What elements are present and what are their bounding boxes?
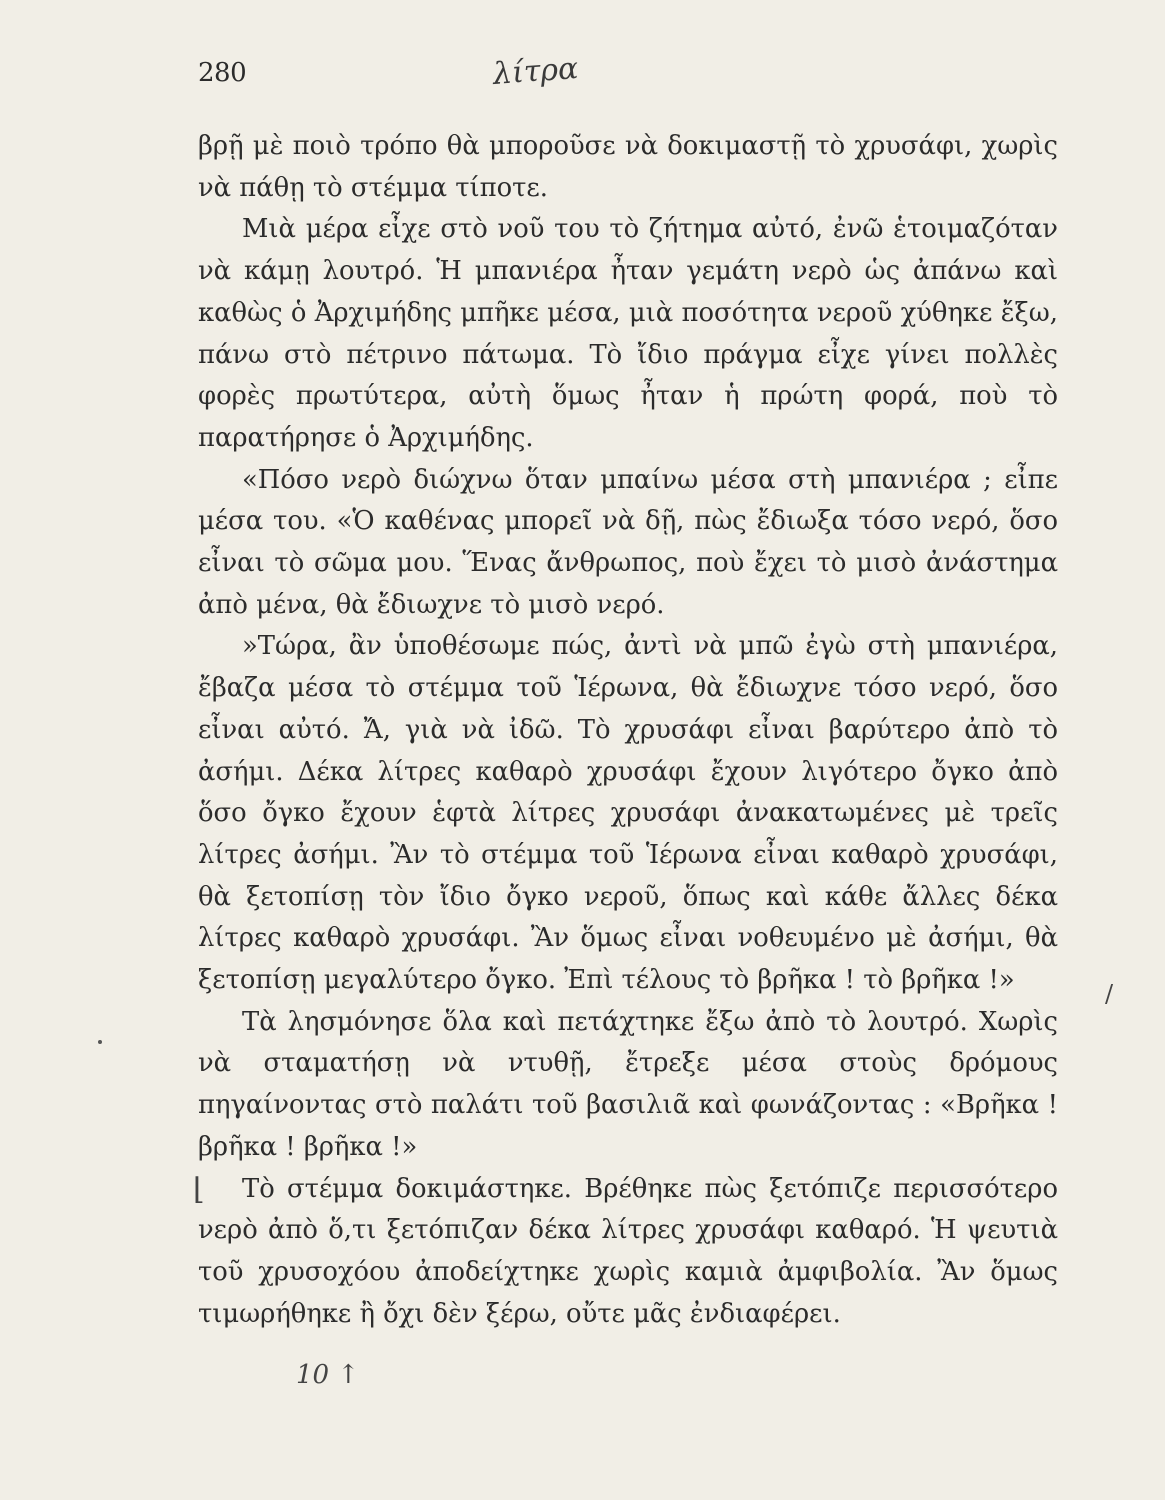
margin-bottom-note: 10 ↑ — [296, 1360, 360, 1390]
paragraph-3: «Πόσο νερὸ διώχνω ὅταν μπαίνω μέσα στὴ μπανιέρα ; εἶπε μέσα του. «Ὁ καθένας μπορεῖ νὰ δῇ, πὼς ἔδιωξα τόσο νερό, ὅσο εἶναι τὸ σῶμα μου. Ἕνας ἄνθρωπος, ποὺ ἔχει τὸ μισὸ ἀνάστημα ἀπὸ μένα, θὰ ἔδιωχνε τὸ μισὸ νερό. — [198, 464, 1058, 620]
page-number: 280 — [198, 58, 247, 88]
page-header — [198, 51, 1058, 98]
paragraph-6: Τὸ στέμμα δοκιμάστηκε. Βρέθηκε πὼς ξετόπιζε περισσότερο νερὸ ἀπὸ ὅ,τι ξετόπιζαν δέκα λίτρες χρυσάφι καθαρό. Ἡ ψευτιὰ τοῦ χρυσοχόου ἀποδείχτηκε χωρὶς καμιὰ ἀμφιβολία. Ἂν ὅμως τιμωρήθηκε ἢ ὄχι δὲν ξέρω, οὔτε μᾶς ἐνδιαφέρει. — [198, 1173, 1058, 1329]
margin-tick-mark: / — [1105, 980, 1114, 1008]
margin-caret-mark: ⌊ — [193, 1172, 205, 1207]
paragraph-2: Μιὰ μέρα εἶχε στὸ νοῦ του τὸ ζήτημα αὐτό, ἐνῶ ἑτοιμαζόταν νὰ κάμῃ λουτρό. Ἡ μπανιέρα ἦταν γεμάτη νερὸ ὡς ἀπάνω καὶ καθὼς ὁ Ἀρχιμήδης μπῆκε μέσα, μιὰ ποσότητα νεροῦ χύθηκε ἔξω, πάνω στὸ πέτρινο πάτωμα. Τὸ ἴδιο πράγμα εἶχε γίνει πολλὲς φορὲς πρωτύτερα, αὐτὴ ὅμως ἦταν ἡ πρώτη φορά, ποὺ τὸ παρατήρησε ὁ Ἀρχιμήδης. — [198, 214, 1058, 453]
ink-speck — [98, 1040, 102, 1044]
handwritten-annotation: λίτρα — [491, 51, 580, 92]
paragraph-1: βρῇ μὲ ποιὸ τρόπο θὰ μποροῦσε νὰ δοκιμαστῇ τὸ χρυσάφι, χωρὶς νὰ πάθῃ τὸ στέμμα τίποτε. — [198, 131, 1058, 203]
page-body — [198, 126, 1058, 1335]
paragraph-5: Τὰ λησμόνησε ὅλα καὶ πετάχτηκε ἔξω ἀπὸ τὸ λουτρό. Χωρὶς νὰ σταματήσῃ νὰ ντυθῇ, ἔτρεξε μέσα στοὺς δρόμους πηγαίνοντας στὸ παλάτι τοῦ βασιλιᾶ καὶ φωνάζοντας : «Βρῆκα ! βρῆκα ! βρῆκα !» — [198, 1006, 1058, 1162]
paragraph-4: »Τώρα, ἂν ὑποθέσωμε πώς, ἀντὶ νὰ μπῶ ἐγὼ στὴ μπανιέρα, ἔβαζα μέσα τὸ στέμμα τοῦ Ἱέρωνα, θὰ ἔδιωχνε τόσο νερό, ὅσο εἶναι αὐτό. Ἄ, γιὰ νὰ ἰδῶ. Τὸ χρυσάφι εἶναι βαρύτερο ἀπὸ τὸ ἀσήμι. Δέκα λίτρες καθαρὸ χρυσάφι ἔχουν λιγότερο ὄγκο ἀπὸ ὅσο ὄγκο ἔχουν ἑφτὰ λίτρες χρυσάφι ἀνακατωμένες μὲ τρεῖς λίτρες ἀσήμι. Ἂν τὸ στέμμα τοῦ Ἱέρωνα εἶναι καθαρὸ χρυσάφι, θὰ ξετοπίσῃ τὸν ἴδιο ὄγκο νεροῦ, ὅπως καὶ κάθε ἄλλες δέκα λίτρες καθαρὸ χρυσάφι. Ἂν ὅμως εἶναι νοθευμένο μὲ ἀσήμι, θὰ ξετοπίσῃ μεγαλύτερο ὄγκο. Ἐπὶ τέλους τὸ βρῆκα ! τὸ βρῆκα !» — [198, 631, 1058, 996]
